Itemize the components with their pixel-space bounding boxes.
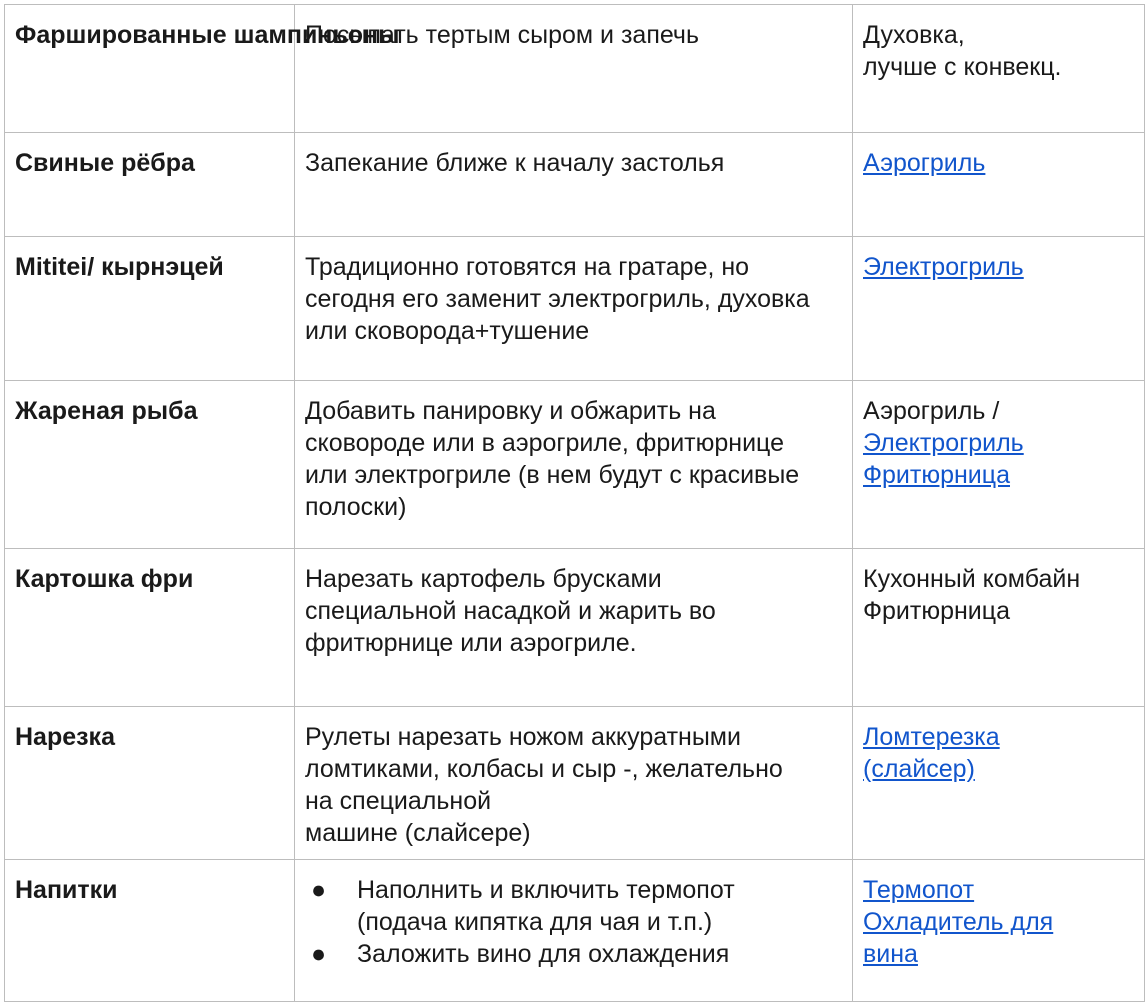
dish-description bbox=[295, 237, 853, 381]
dish-name: Напитки bbox=[5, 860, 295, 1002]
appliance-link-wine-cooler-cont[interactable]: вина bbox=[863, 940, 918, 968]
dish-name: Нарезка bbox=[5, 707, 295, 860]
appliance-cell bbox=[853, 5, 1145, 133]
appliance-text: Аэрогриль / bbox=[863, 397, 1000, 425]
dish-name: Мititei/ кырнэцей bbox=[5, 237, 295, 381]
description-line: машине (слайсере) bbox=[305, 819, 531, 847]
description-line: или электрогриле (в нем будут с красивые bbox=[305, 461, 800, 489]
appliance-cell bbox=[853, 549, 1145, 707]
description-line: ломтиками, колбасы и сыр -, желательно bbox=[305, 755, 783, 783]
table-row bbox=[5, 549, 1145, 707]
appliance-link-slicer-alt[interactable]: (слайсер) bbox=[863, 755, 975, 783]
description-line: Традиционно готовятся на гратаре, но bbox=[305, 253, 750, 281]
description-line: или сковорода+тушение bbox=[305, 317, 590, 345]
description-line: Посыпать тертым сыром и запечь bbox=[305, 21, 699, 49]
appliance-text: лучше с конвекц. bbox=[863, 53, 1062, 81]
dish-description bbox=[295, 707, 853, 860]
description-line: Запекание ближе к началу застолья bbox=[305, 149, 725, 177]
description-line: на специальной bbox=[305, 787, 492, 815]
appliance-cell bbox=[853, 237, 1145, 381]
table-row bbox=[5, 707, 1145, 860]
bullet-line: Заложить вино для охлаждения bbox=[357, 940, 730, 968]
description-line: Добавить панировку и обжарить на bbox=[305, 397, 716, 425]
table-row bbox=[5, 5, 1145, 133]
dish-name: Свиные рёбра bbox=[5, 133, 295, 237]
appliance-link-wine-cooler[interactable]: Охладитель для bbox=[863, 908, 1054, 936]
dish-name: Жареная рыба bbox=[5, 381, 295, 549]
appliance-text: Духовка, bbox=[863, 21, 965, 49]
bullet-icon: ● bbox=[311, 940, 327, 968]
table-row bbox=[5, 133, 1145, 237]
appliance-cell bbox=[853, 707, 1145, 860]
dish-name: Фаршированные шампиньоны bbox=[5, 5, 295, 133]
table-row bbox=[5, 237, 1145, 381]
description-line: сковороде или в аэрогриле, фритюрнице bbox=[305, 429, 785, 457]
description-line: Рулеты нарезать ножом аккуратными bbox=[305, 723, 741, 751]
description-line: полоски) bbox=[305, 493, 407, 521]
appliance-link-thermopot[interactable]: Термопот bbox=[863, 876, 975, 904]
recipes-table bbox=[4, 4, 1145, 1002]
description-line: специальной насадкой и жарить во bbox=[305, 597, 716, 625]
bullet-line: Наполнить и включить термопот bbox=[357, 876, 735, 904]
table-row bbox=[5, 860, 1145, 1002]
list-item bbox=[305, 874, 842, 938]
description-line: Нарезать картофель брусками bbox=[305, 565, 662, 593]
bullet-icon: ● bbox=[311, 876, 327, 904]
dish-name: Картошка фри bbox=[5, 549, 295, 707]
bullet-line: (подача кипятка для чая и т.п.) bbox=[357, 908, 713, 936]
table-row bbox=[5, 381, 1145, 549]
appliance-cell bbox=[853, 860, 1145, 1002]
appliance-link-aerogrill[interactable]: Аэрогриль bbox=[863, 149, 986, 177]
dish-description bbox=[295, 860, 853, 1002]
bullet-list bbox=[305, 874, 842, 970]
appliance-link-fryer[interactable]: Фритюрница bbox=[863, 461, 1010, 489]
appliance-text: Фритюрница bbox=[863, 597, 1010, 625]
dish-description bbox=[295, 133, 853, 237]
appliance-link-slicer[interactable]: Ломтерезка bbox=[863, 723, 1000, 751]
dish-description bbox=[295, 5, 853, 133]
dish-description bbox=[295, 549, 853, 707]
description-line: фритюрнице или аэрогриле. bbox=[305, 629, 637, 657]
appliance-cell bbox=[853, 133, 1145, 237]
description-line: сегодня его заменит электрогриль, духовка bbox=[305, 285, 810, 313]
appliance-link-electrogrill[interactable]: Электрогриль bbox=[863, 253, 1024, 281]
appliance-cell bbox=[853, 381, 1145, 549]
list-item bbox=[305, 938, 842, 970]
appliance-text: Кухонный комбайн bbox=[863, 565, 1081, 593]
dish-description bbox=[295, 381, 853, 549]
appliance-link-electrogrill[interactable]: Электрогриль bbox=[863, 429, 1024, 457]
